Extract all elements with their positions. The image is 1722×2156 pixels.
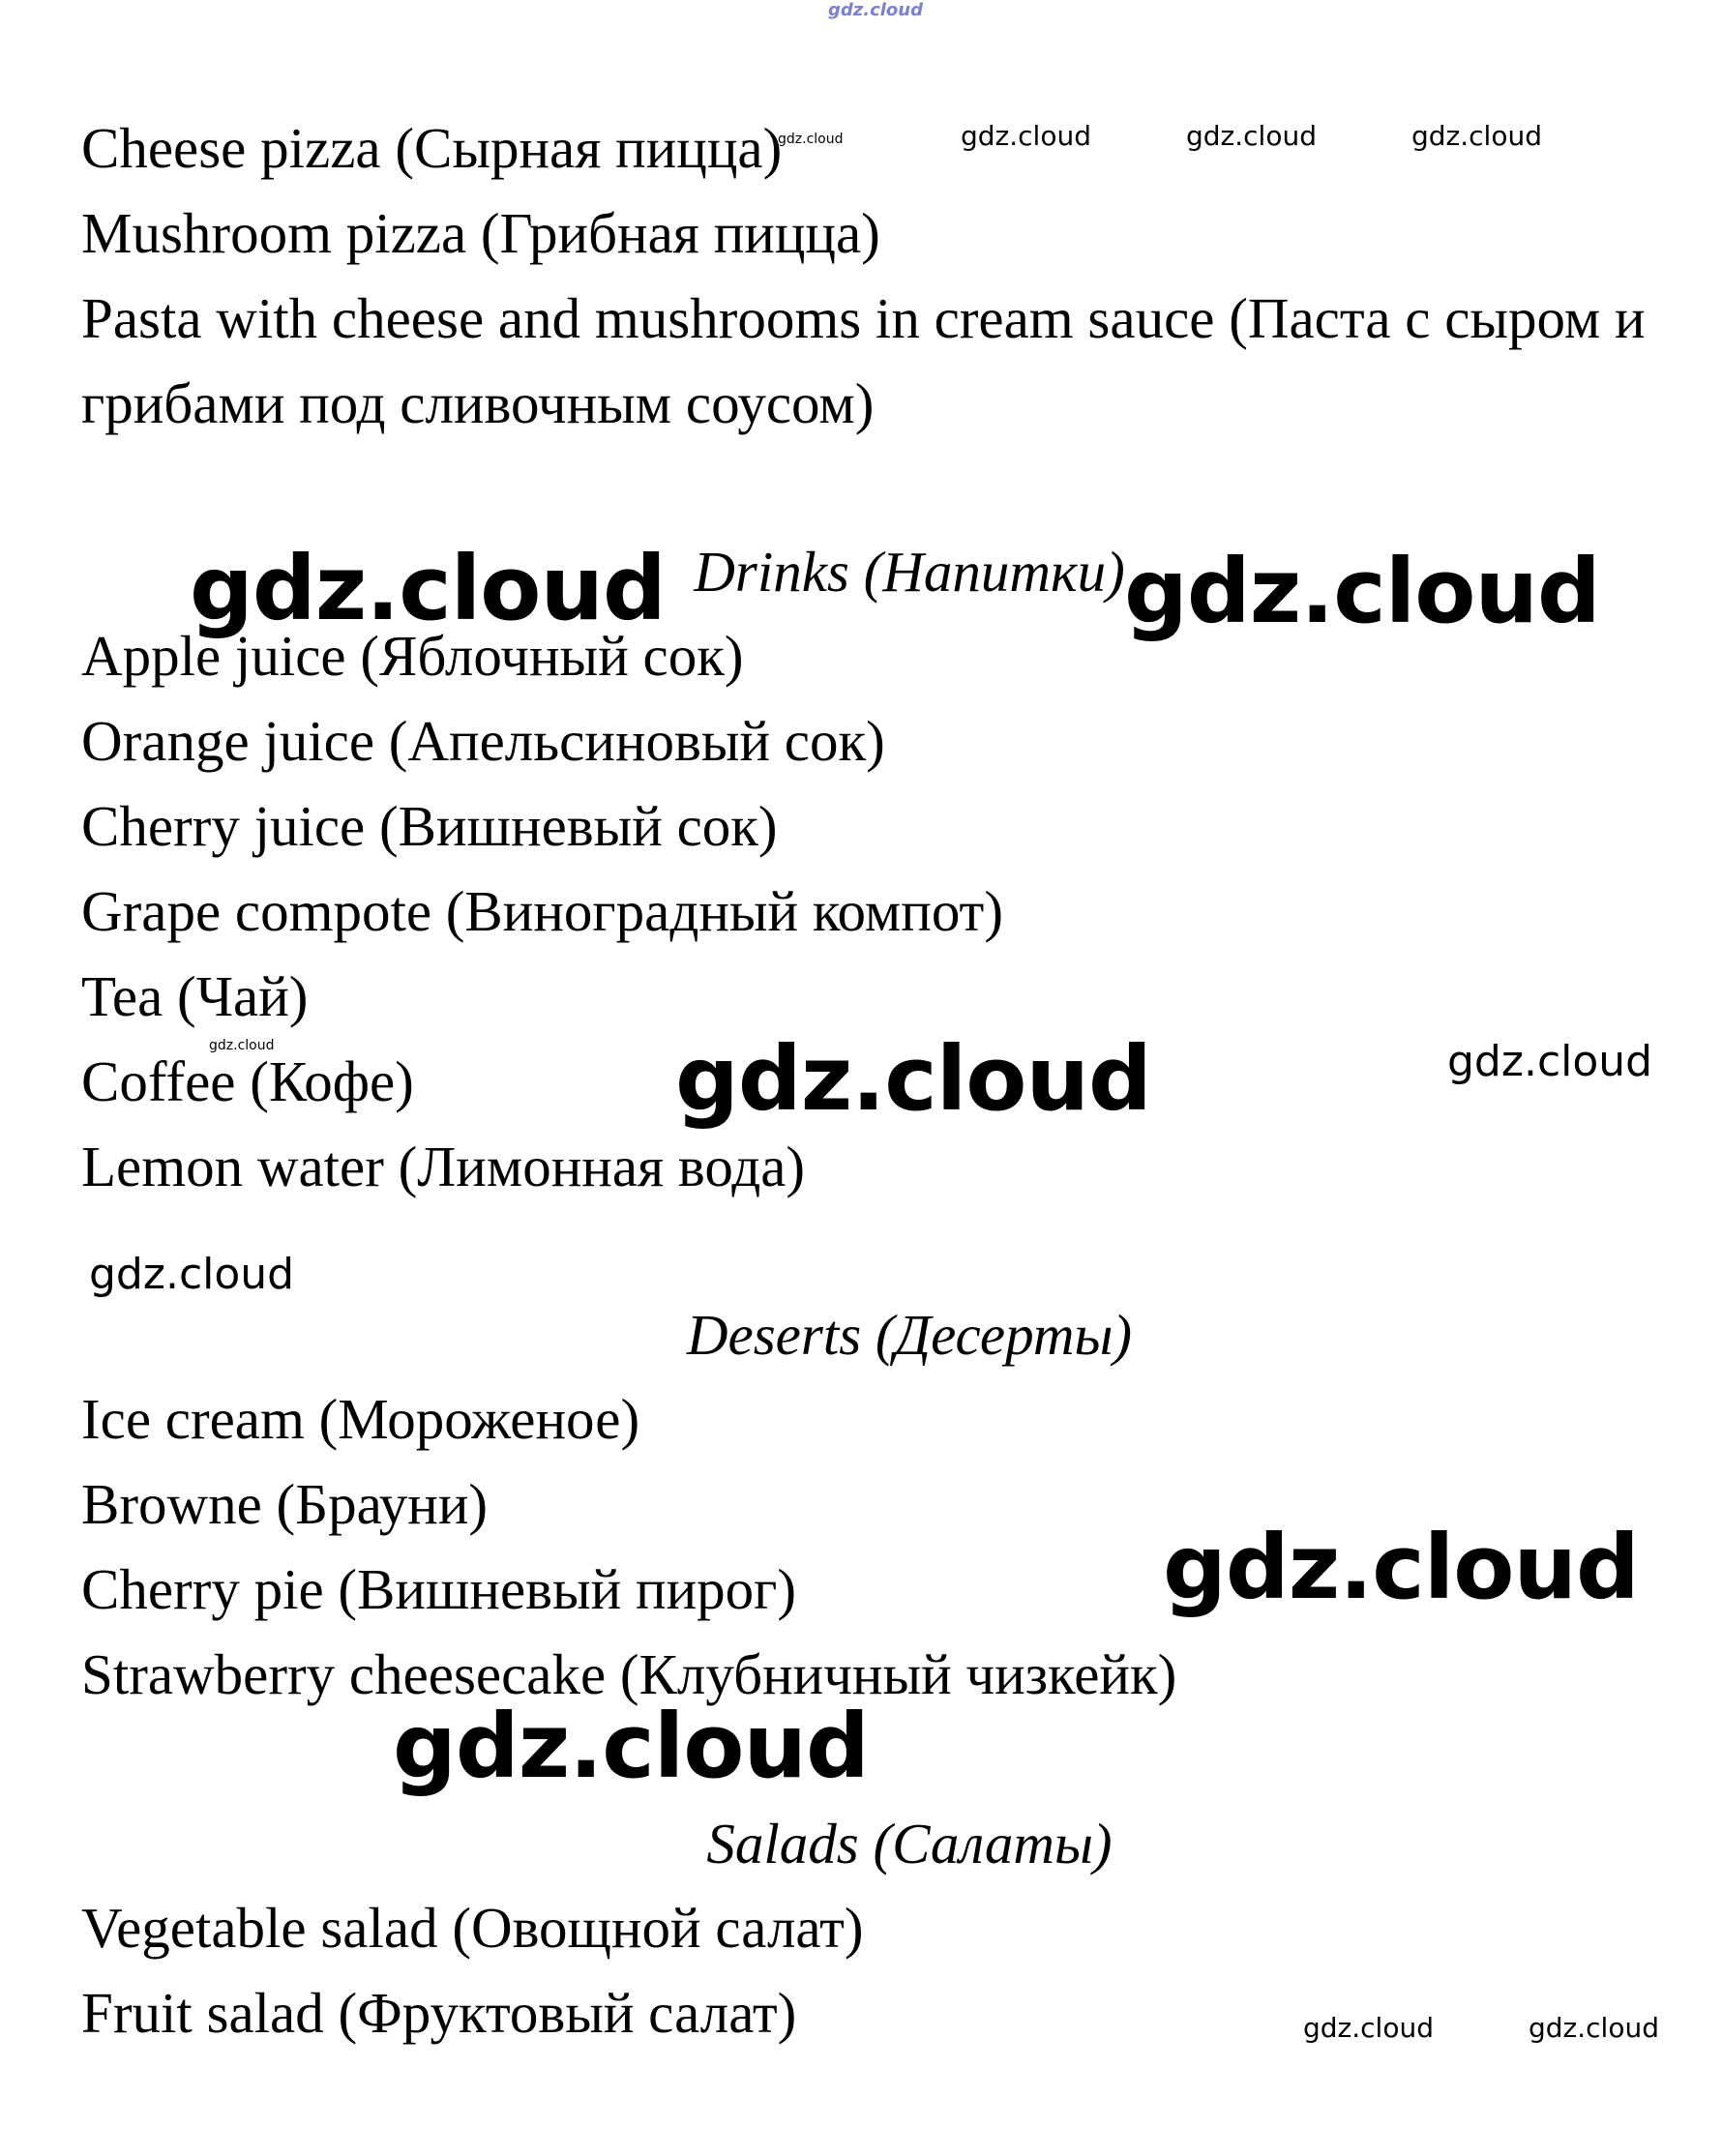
- menu-item-cherry-pie: Cherry pie (Вишневый пирог): [81, 1557, 796, 1621]
- menu-item-browne: Browne (Брауни): [81, 1472, 489, 1536]
- menu-item-coffee: Coffee (Кофе): [81, 1049, 414, 1113]
- watermark-tiny: gdz.cloud: [209, 1038, 275, 1053]
- watermark-large: gdz.cloud: [675, 1027, 1151, 1131]
- watermark-small: gdz.cloud: [1529, 2012, 1659, 2044]
- menu-item-lemon-water: Lemon water (Лимонная вода): [81, 1135, 806, 1198]
- section-heading-deserts: Deserts (Десерты): [686, 1303, 1133, 1367]
- menu-item-strawberry-cheesecake: Strawberry cheesecake (Клубничный чизкейк): [81, 1642, 1177, 1706]
- watermark-small: gdz.cloud: [961, 120, 1091, 152]
- watermark-medium: gdz.cloud: [1447, 1037, 1653, 1086]
- menu-item-pasta-line-2: грибами под сливочным соусом): [81, 371, 875, 435]
- watermark-small: gdz.cloud: [1411, 120, 1542, 152]
- menu-item-cherry-juice: Cherry juice (Вишневый сок): [81, 794, 778, 858]
- menu-item-ice-cream: Ice cream (Мороженое): [81, 1387, 640, 1451]
- watermark-large: gdz.cloud: [393, 1695, 869, 1798]
- menu-item-apple-juice: Apple juice (Яблочный сок): [81, 624, 744, 688]
- watermark-top: gdz.cloud: [828, 0, 923, 20]
- watermark-large: gdz.cloud: [190, 537, 666, 640]
- menu-item-vegetable-salad: Vegetable salad (Овощной салат): [81, 1896, 864, 1960]
- menu-item-fruit-salad: Fruit salad (Фруктовый салат): [81, 1981, 797, 2045]
- watermark-tiny: gdz.cloud: [778, 132, 844, 147]
- watermark-small: gdz.cloud: [1303, 2012, 1434, 2044]
- menu-item-grape-compote: Grape compote (Виноградный компот): [81, 879, 1003, 943]
- watermark-large: gdz.cloud: [1124, 540, 1600, 643]
- menu-item-pasta-line-1: Pasta with cheese and mushrooms in cream sauce (Паста с сыром и: [81, 286, 1646, 350]
- watermark-small: gdz.cloud: [1186, 120, 1317, 152]
- watermark-medium: gdz.cloud: [89, 1250, 295, 1299]
- menu-item-mushroom-pizza: Mushroom pizza (Грибная пицца): [81, 201, 880, 265]
- section-heading-drinks: Drinks (Напитки): [694, 540, 1125, 604]
- menu-item-orange-juice: Orange juice (Апельсиновый сок): [81, 709, 885, 773]
- section-heading-salads: Salads (Салаты): [706, 1812, 1113, 1875]
- menu-item-tea: Tea (Чай): [81, 964, 309, 1028]
- watermark-large: gdz.cloud: [1163, 1516, 1639, 1619]
- menu-item-cheese-pizza: Cheese pizza (Сырная пицца): [81, 116, 783, 180]
